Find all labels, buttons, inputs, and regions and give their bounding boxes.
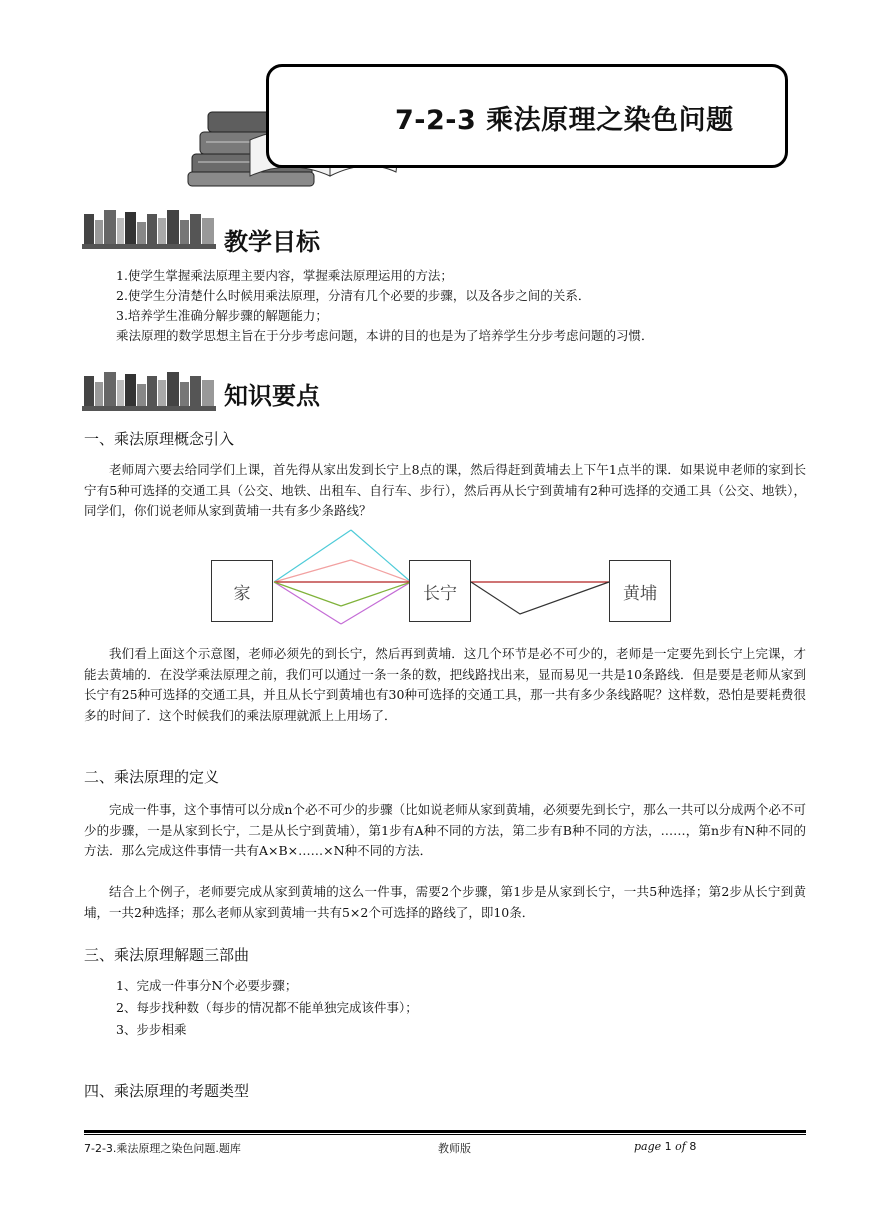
footer-page-number xyxy=(634,1140,696,1153)
node-changning xyxy=(409,560,471,622)
node-label: 黄埔 xyxy=(623,583,657,604)
bookshelf-icon xyxy=(82,370,216,412)
page-current: 1 xyxy=(664,1140,672,1153)
node-huangpu xyxy=(609,560,671,622)
subheading-part1: 一、乘法原理概念引入 xyxy=(84,430,235,448)
node-label: 家 xyxy=(233,583,251,604)
step-item: 3、步步相乘 xyxy=(116,1022,187,1037)
route-edge xyxy=(274,560,351,582)
route-edge xyxy=(351,530,411,582)
route-edge xyxy=(471,582,609,614)
goal-item: 1.使学生掌握乘法原理主要内容，掌握乘法原理运用的方法； xyxy=(116,268,453,283)
footer-doc-name: 7-2-3.乘法原理之染色问题.题库 xyxy=(84,1142,241,1155)
paragraph: 完成一件事，这个事情可以分成n个必不可少的步骤（比如说老师从家到黄埔，必须要先到长宁，那么一共可以分成两个必不可少的步骤，一是从家到长宁，二是从长宁到黄埔），第1步有A种不同的方法，第二步有B种不同的方法，……，第n步有N种不同的方法．那么完成这件事情一共有A×B×……×N种不同的方法． xyxy=(84,802,806,858)
goal-item: 乘法原理的数学思想主旨在于分步考虑问题，本讲的目的也是为了培养学生分步考虑问题的习惯． xyxy=(116,328,654,343)
subheading-part4: 四、乘法原理的考题类型 xyxy=(84,1082,250,1100)
paragraph: 结合上个例子，老师要完成从家到黄埔的这么一件事，需要2个步骤，第1步是从家到长宁，一共5种选择；第2步从长宁到黄埔，一共2种选择；那么老师从家到黄埔一共有5×2个可选择的路线了，即10条． xyxy=(84,884,806,920)
footer-rule xyxy=(84,1134,806,1135)
step-item: 2、每步找种数（每步的情况都不能单独完成该件事）； xyxy=(116,1000,418,1015)
node-home xyxy=(211,560,273,622)
section-heading-goals: 教学目标 xyxy=(224,228,320,256)
goal-item: 2.使学生分清楚什么时候用乘法原理，分清有几个必要的步骤，以及各步之间的关系． xyxy=(116,288,591,303)
paragraph: 老师周六要去给同学们上课，首先得从家出发到长宁上8点的课，然后得赶到黄埔去上下午1点半的课．如果说申老师的家到长宁有5种可选择的交通工具（公交、地铁、出租车、自行车、步行），然后再从长宁到黄埔有2种可选择的交通工具（公交、地铁），同学们，你们说老师从家到黄埔一共有多少条路线？ xyxy=(84,462,806,518)
page-total: 8 xyxy=(689,1140,697,1153)
route-edge xyxy=(274,530,351,582)
page-of: of xyxy=(671,1140,690,1153)
subheading-part3: 三、乘法原理解题三部曲 xyxy=(84,946,250,964)
paragraph: 我们看上面这个示意图，老师必须先的到长宁，然后再到黄埔．这几个环节是必不可少的，老师是一定要先到长宁上完课，才能去黄埔的．在没学乘法原理之前，我们可以通过一条一条的数，把线路找出来，显而易见一共是10条路线．但是要是老师从家到长宁有25种可选择的交通工具，并且从长宁到黄埔也有30种可选择的交通工具，那一共有多少条线路呢？这样数，恐怕是要耗费很多的时间了．这个时候我们的乘法原理就派上上用场了． xyxy=(84,646,806,723)
footer-rule xyxy=(84,1130,806,1133)
section-heading-knowledge: 知识要点 xyxy=(224,382,320,410)
page-title: 7-2-3 乘法原理之染色问题 xyxy=(395,105,734,136)
footer-edition: 教师版 xyxy=(438,1142,471,1155)
node-label: 长宁 xyxy=(423,583,457,604)
route-edge xyxy=(351,560,411,582)
bookshelf-icon xyxy=(82,208,216,250)
page-prefix: page xyxy=(634,1140,665,1153)
goal-item: 3.培养学生准确分解步骤的解题能力； xyxy=(116,308,328,323)
subheading-part2: 二、乘法原理的定义 xyxy=(84,768,220,786)
step-item: 1、完成一件事分N个必要步骤； xyxy=(116,978,298,993)
